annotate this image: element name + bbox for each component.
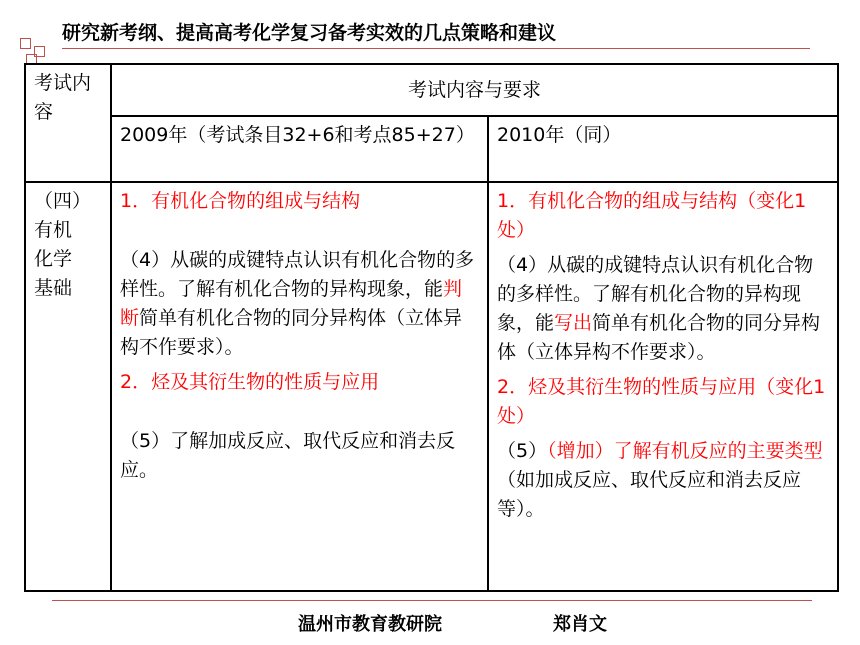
- bottom-rule: [52, 600, 812, 601]
- corner-square: [20, 38, 31, 49]
- item-2010-4: [497, 251, 829, 367]
- footer-author: 郑肖文: [553, 614, 607, 635]
- item-2010-4-text: （4）从碳的成键特点认识有机化合物的多样性。了解有机化合物的异构现象，能: [497, 254, 814, 334]
- item-2010-4-highlight: 写出: [554, 312, 593, 334]
- heading-2010-2: 2．烃及其衍生物的性质与应用（变化1处）: [497, 376, 826, 427]
- slide-title: 研究新考纲、提高高考化学复习备考实效的几点策略和建议: [62, 22, 557, 44]
- cell-2010: [488, 182, 838, 591]
- col2-header: 2009年（考试条目32+6和考点85+27）: [111, 116, 488, 182]
- section-cell: [25, 182, 111, 591]
- content-table: [24, 63, 839, 592]
- title-rule: [62, 48, 810, 49]
- heading-2010-1: 1．有机化合物的组成与结构（变化1处）: [497, 190, 807, 241]
- item-2009-4-highlight: 判断: [120, 278, 463, 329]
- item-2010-5: [497, 437, 829, 524]
- footer-org: 温州市教育教研院: [298, 614, 442, 635]
- cell-2009: [111, 182, 488, 591]
- item-2009-4: [120, 246, 479, 362]
- section-name: 有机化学基础: [34, 219, 73, 299]
- item-2010-4-text-end: 简单有机化合物的同分异构体（立体异构不作要求）。: [497, 312, 821, 363]
- item-2010-5-text-end: （如加成反应、取代反应和消去反应等）。: [497, 469, 802, 520]
- heading-2009-2: 2．烃及其衍生物的性质与应用: [120, 371, 380, 393]
- col3-header: 2010年（同）: [488, 116, 838, 182]
- item-2009-4-text: （4）从碳的成键特点认识有机化合物的多样性。了解有机化合物的异构现象，能: [120, 249, 475, 300]
- heading-2009-1: 1．有机化合物的组成与结构: [120, 190, 361, 212]
- item-2009-5: （5）了解加成反应、取代反应和消去反应。: [120, 430, 456, 481]
- group-header: 考试内容与要求: [111, 64, 838, 116]
- item-2009-4-text-end: 简单有机化合物的同分异构体（立体异构不作要求）。: [120, 307, 463, 358]
- section-number: （四）: [34, 190, 92, 212]
- col1-header: 考试内容: [25, 64, 111, 182]
- item-2010-5-text: （5）: [497, 440, 548, 462]
- item-2010-5-highlight: （增加）了解有机反应的主要类型: [547, 440, 823, 462]
